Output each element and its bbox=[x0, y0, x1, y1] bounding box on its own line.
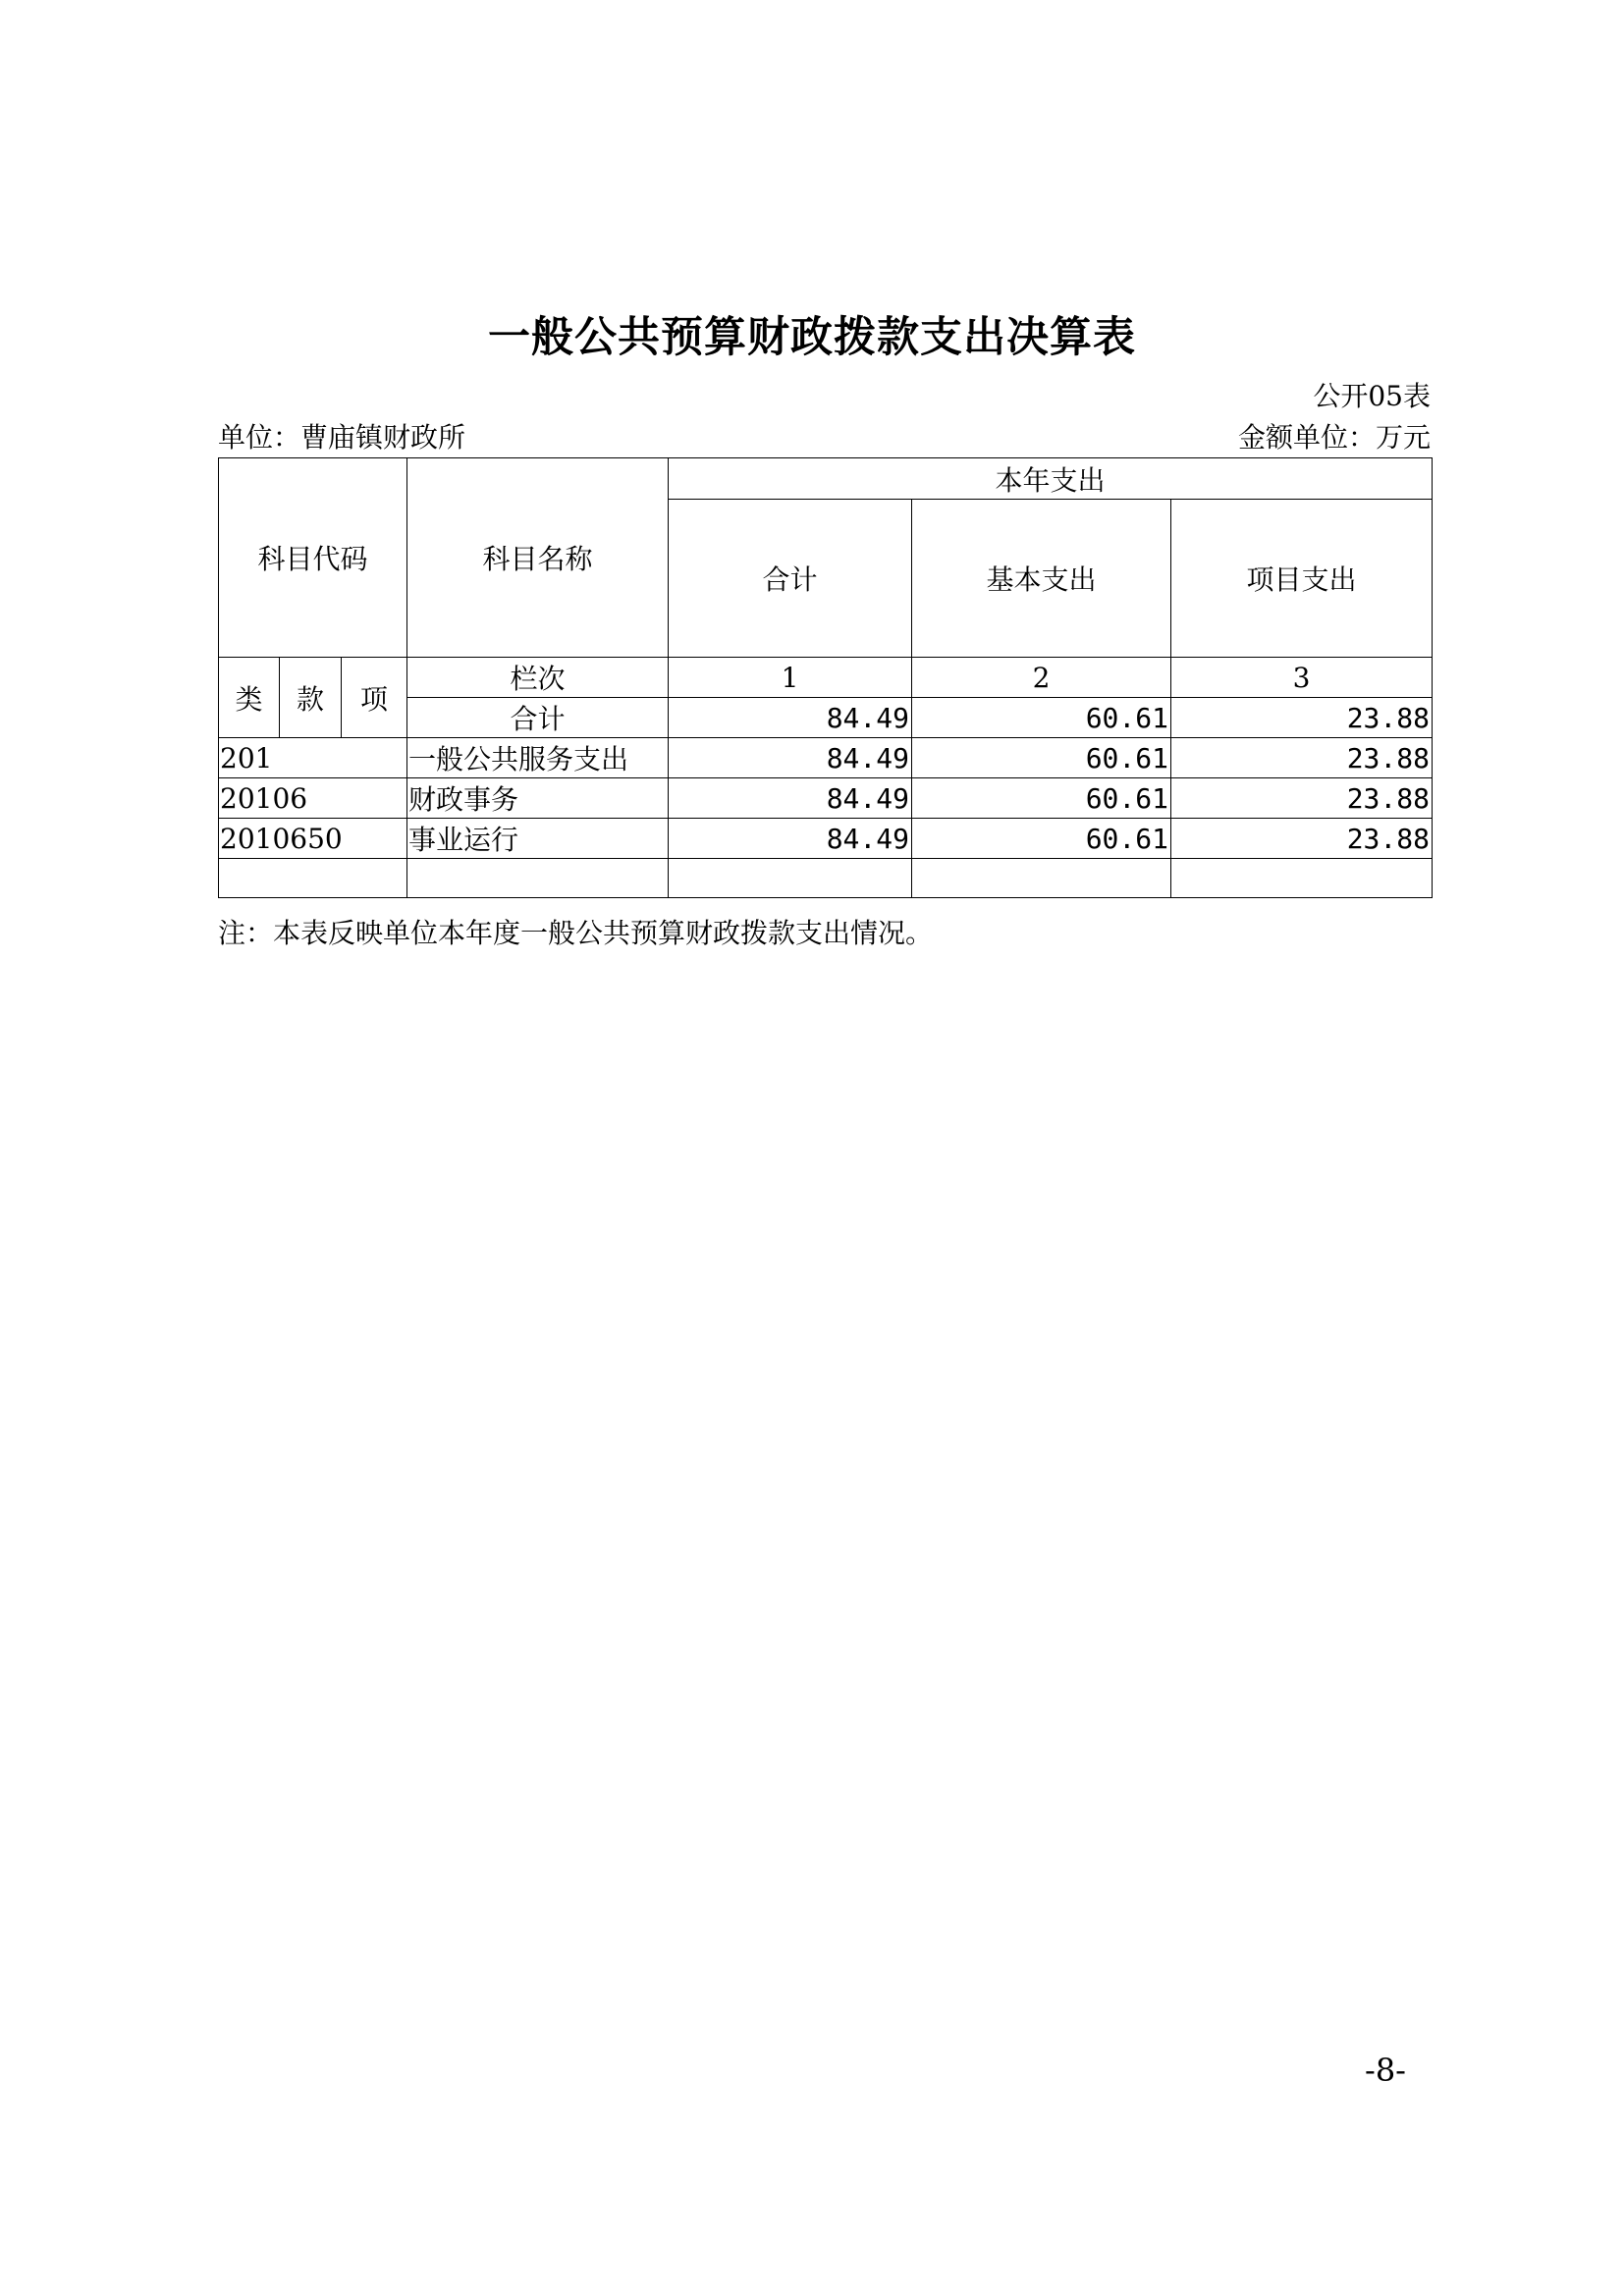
header-subject-name: 科目名称 bbox=[407, 458, 669, 658]
column-seq-label: 栏次 bbox=[407, 658, 669, 698]
row-total: 84.49 bbox=[669, 819, 912, 859]
row-total: 84.49 bbox=[669, 778, 912, 819]
header-row-1 bbox=[219, 458, 1433, 500]
table-row bbox=[219, 819, 1433, 859]
column-seq-3: 3 bbox=[1171, 658, 1433, 698]
row-project: 23.88 bbox=[1171, 738, 1433, 778]
total-amount: 84.49 bbox=[669, 698, 912, 738]
header-xiang: 项 bbox=[342, 658, 407, 738]
header-basic: 基本支出 bbox=[912, 500, 1171, 658]
table-note: 注：本表反映单位本年度一般公共预算财政拨款支出情况。 bbox=[218, 917, 934, 949]
empty-row bbox=[219, 859, 1433, 898]
empty-cell bbox=[1171, 859, 1433, 898]
empty-cell bbox=[912, 859, 1171, 898]
row-code: 201 bbox=[219, 738, 407, 778]
total-label: 合计 bbox=[407, 698, 669, 738]
table-row bbox=[219, 778, 1433, 819]
row-basic: 60.61 bbox=[912, 778, 1171, 819]
total-basic: 60.61 bbox=[912, 698, 1171, 738]
row-name: 事业运行 bbox=[407, 819, 669, 859]
header-subject-code: 科目代码 bbox=[219, 458, 407, 658]
row-name: 一般公共服务支出 bbox=[407, 738, 669, 778]
row-basic: 60.61 bbox=[912, 819, 1171, 859]
table-number: 公开05表 bbox=[1313, 380, 1431, 412]
expenditure-table bbox=[218, 457, 1433, 898]
row-total: 84.49 bbox=[669, 738, 912, 778]
amount-unit: 金额单位：万元 bbox=[1237, 421, 1431, 454]
row-code: 20106 bbox=[219, 778, 407, 819]
header-project: 项目支出 bbox=[1171, 500, 1433, 658]
empty-cell bbox=[219, 859, 407, 898]
row-project: 23.88 bbox=[1171, 778, 1433, 819]
header-lei: 类 bbox=[219, 658, 280, 738]
row-project: 23.88 bbox=[1171, 819, 1433, 859]
column-seq-row bbox=[219, 658, 1433, 698]
row-code: 2010650 bbox=[219, 819, 407, 859]
header-current-year: 本年支出 bbox=[669, 458, 1433, 500]
total-project: 23.88 bbox=[1171, 698, 1433, 738]
unit-label: 单位：曹庙镇财政所 bbox=[218, 421, 466, 454]
empty-cell bbox=[407, 859, 669, 898]
column-seq-1: 1 bbox=[669, 658, 912, 698]
column-seq-2: 2 bbox=[912, 658, 1171, 698]
header-total: 合计 bbox=[669, 500, 912, 658]
row-name: 财政事务 bbox=[407, 778, 669, 819]
row-basic: 60.61 bbox=[912, 738, 1171, 778]
header-kuan: 款 bbox=[280, 658, 342, 738]
empty-cell bbox=[669, 859, 912, 898]
page-title: 一般公共预算财政拨款支出决算表 bbox=[488, 313, 1136, 362]
table-row bbox=[219, 738, 1433, 778]
page-number: -8- bbox=[1365, 2052, 1406, 2089]
